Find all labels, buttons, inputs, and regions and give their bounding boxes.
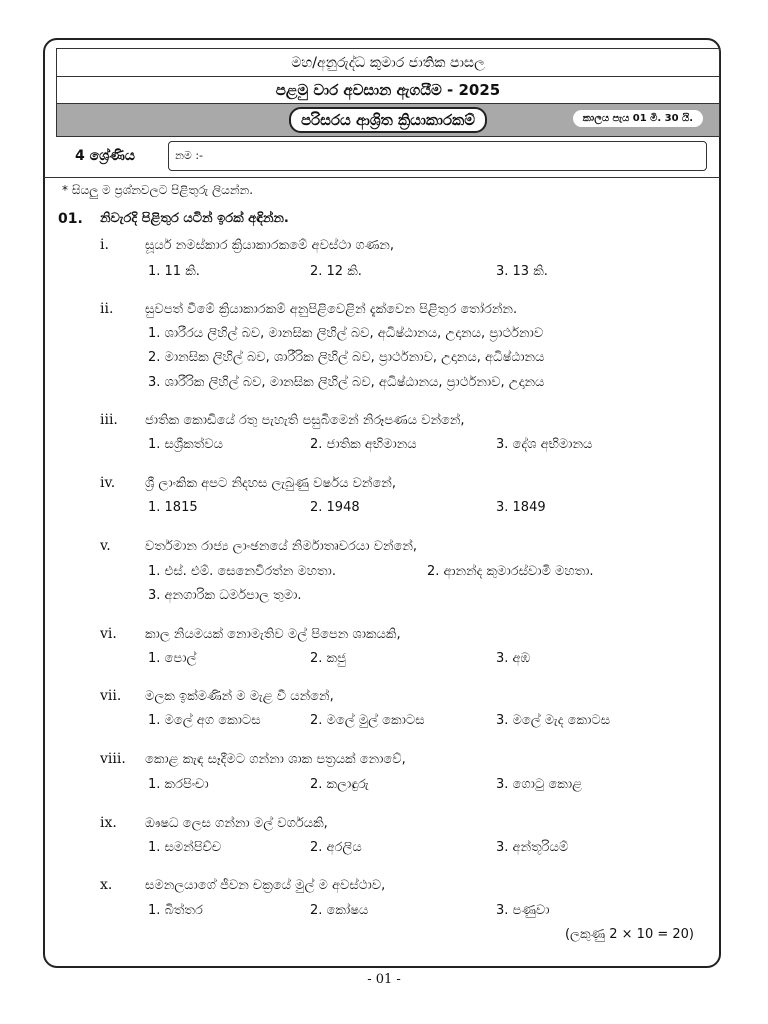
- question-number: 01.: [58, 211, 83, 227]
- item-numeral: v.: [100, 538, 111, 554]
- item-numeral: iv.: [100, 475, 116, 491]
- option: 2. ජාතික අභිමානය: [310, 437, 417, 452]
- item-question: සුවපත් වීමේ ක්‍රියාකාරකම් අනුපිළිවෙළින් දැක්වෙන පිළිතුර තෝරන්න.: [145, 302, 518, 317]
- option: 3. ගොටු කොළ: [496, 777, 583, 792]
- option: 3. අන්තූරියම්: [496, 840, 569, 855]
- option: 1. මලේ අග කොටස: [148, 713, 261, 728]
- option: 3. දේශ අභිමානය: [496, 437, 593, 452]
- option: 2. කජු: [310, 651, 346, 666]
- name-label: නම :-: [175, 149, 204, 162]
- item-numeral: vi.: [100, 626, 117, 642]
- item-numeral: x.: [100, 877, 113, 893]
- instruction: * සියලු ම ප්‍රශ්නවලට පිළිතුරු ලියන්න.: [62, 183, 254, 197]
- option: 3. 1849: [496, 500, 546, 515]
- item-numeral: vii.: [100, 688, 122, 704]
- item-numeral: iii.: [100, 412, 118, 428]
- school-name: මහ/අනුරුද්ධ කුමාර ජාතික පාසල: [291, 54, 485, 71]
- option: 3. අනගාරික ධර්මපාල තුමා.: [148, 588, 302, 603]
- option: 2. මලේ මුල් කොටස: [310, 713, 425, 728]
- exam-title-row: [56, 77, 720, 104]
- option: 1. එස්. එම්. සෙනෙවිරත්න මහතා.: [148, 564, 336, 579]
- option: 1. කරපිංචා: [148, 777, 209, 792]
- item-numeral: viii.: [100, 751, 126, 767]
- page-number: - 01 -: [367, 972, 401, 987]
- item-question: ජාතික කොඩියේ රතු පැහැති පසුබිමෙන් නිරූපණය වන්නේ,: [145, 413, 465, 428]
- option: 1. ශාරීරය ලිහිල් බව, මානසික ලිහිල් බව, අධිෂ්ඨානය, උදානය, ප්‍රාර්ථනාව: [148, 326, 544, 341]
- item-question: වර්තමාන රාජ්‍ය ලාංඡනයේ නිර්මාතෘවරයා වන්නේ,: [145, 539, 418, 554]
- option: 3. පණුවා: [496, 903, 550, 918]
- item-numeral: i.: [100, 237, 109, 253]
- time-allowed: කාලය පැය 01 මි. 30 යි.: [573, 110, 703, 127]
- name-field[interactable]: [168, 141, 707, 171]
- option: 2. 12 කි.: [310, 264, 362, 279]
- item-question: සූර්ය නමස්කාර ක්‍රියාකාරකමේ අවස්ථා ගණන,: [145, 238, 394, 253]
- item-question: මලක ඉක්මණින් ම මැළ වී යන්නේ,: [145, 689, 334, 704]
- item-question: ඖෂධ ලෙස ගන්නා මල් වර්ගයකි,: [145, 816, 328, 831]
- option: 1. බිත්තර: [148, 903, 203, 918]
- marks-allocation: (ලකුණු 2 × 10 = 20): [564, 927, 694, 942]
- option: 1. සශ්‍රීකත්වය: [148, 437, 223, 452]
- item-question: කොළ කැඳ සෑදීමට ගන්නා ශාක පත්‍රයක් නොවේ,: [145, 752, 406, 767]
- grade-label: 4 ශ්‍රේණිය: [75, 148, 135, 164]
- option: 1. සමන්පිච්ච: [148, 840, 222, 855]
- subject-row: [56, 104, 720, 137]
- school-name-row: [56, 48, 720, 77]
- item-question: කාල නියමයක් නොමැතිව මල් පිපෙන ශාකයකි,: [145, 627, 401, 642]
- option: 3. අඹ: [496, 651, 531, 666]
- option: 2. කලාඳුරු: [310, 777, 369, 792]
- exam-title: පළමු වාර අවසාන ඇගයීම - 2025: [275, 81, 501, 99]
- divider: [44, 177, 720, 178]
- option: 2. අරලිය: [310, 840, 362, 855]
- question-heading: නිවැරදි පිළිතුර යටින් ඉරක් අඳින්න.: [100, 211, 289, 226]
- option: 3. මලේ මැද කොටස: [496, 713, 611, 728]
- option: 1. 1815: [148, 500, 198, 515]
- option: 1. පොල්: [148, 651, 197, 666]
- item-question: ශ්‍රී ලාංකික අපට නිදහස ලැබුණු වර්ෂය වන්නේ,: [145, 476, 396, 491]
- option: 2. කෝෂය: [310, 903, 369, 918]
- option: 2. මානසික ලිහිල් බව, ශාරීරික ලිහිල් බව, ප්‍රාර්ථනාව, උදානය, අධිෂ්ඨානය: [148, 350, 545, 365]
- option: 1. 11 කි.: [148, 264, 200, 279]
- option: 2. 1948: [310, 500, 360, 515]
- option: 3. 13 කි.: [496, 264, 548, 279]
- item-numeral: ix.: [100, 815, 117, 831]
- option: 2. ආනන්ද කුමාරස්වාමි මහතා.: [427, 564, 594, 579]
- item-numeral: ii.: [100, 301, 114, 317]
- option: 3. ශාරීරික ලිහිල් බව, මානසික ලිහිල් බව, අධිෂ්ඨානය, ප්‍රාර්ථනාව, උදානය: [148, 375, 545, 390]
- item-question: සමනලයාගේ ජීවන චක්‍රයේ මුල් ම අවස්ථාව,: [145, 878, 386, 893]
- subject-title: පරිසරය ආශ්‍රිත ක්‍රියාකාරකම්: [289, 107, 487, 133]
